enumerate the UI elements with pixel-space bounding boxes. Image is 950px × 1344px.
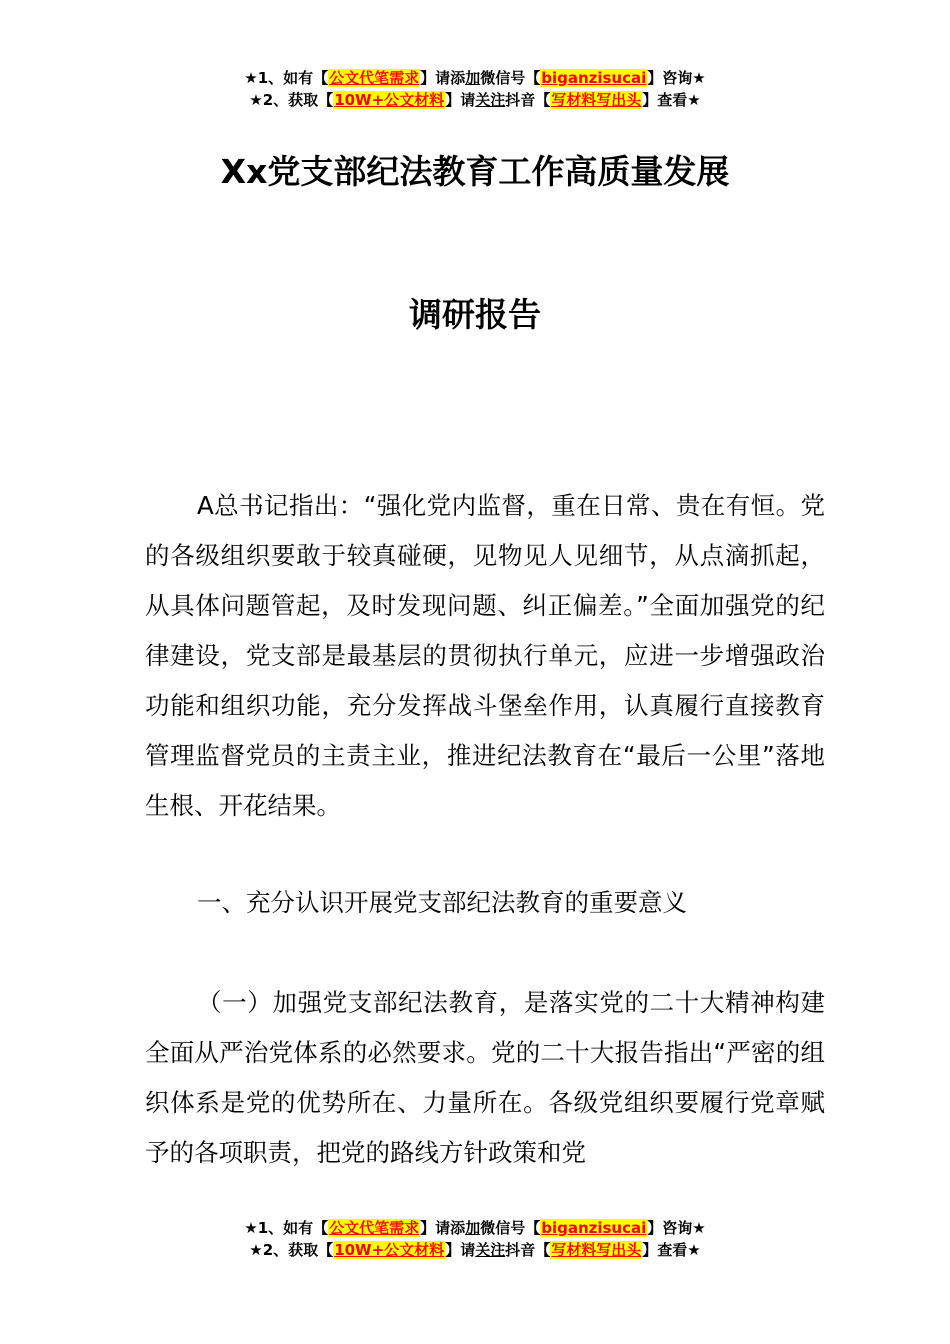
section-heading-1: 一、充分认识开展党支部纪法教育的重要意义 [197,888,687,917]
banner-text: 】咨询★ [647,69,706,87]
banner-line-1 [0,67,950,89]
banner-highlight: biganzisucai [541,1219,647,1237]
banner-text: 抖音【 [505,1241,551,1259]
banner-highlight: 写材料写出头 [551,91,642,109]
banner-line-2 [0,1239,950,1261]
banner-highlight: 10W+公文材料 [334,1241,445,1259]
banner-text: ★2、获取【 [249,1241,334,1259]
document-subtitle: 调研报告 [409,295,541,334]
banner-underlined: 关注 [475,91,506,109]
body-paragraph-2: （一）加强党支部纪法教育，是落实党的二十大精神构建全面从严治党体系的必然要求。党的二十大报告指出“严密的组织体系是党的优势所在、力量所在。各级党组织要履行党章赋予的各项职责，把党的路线方针政策和党 [145,988,825,1167]
banner-underlined: 关注 [475,1241,506,1259]
banner-text: 抖音【 [505,91,551,109]
banner-text: 微信号【 [480,1219,541,1237]
header-banner [0,67,950,111]
banner-line-1 [0,1217,950,1239]
banner-text: ★2、获取【 [249,91,334,109]
banner-text: 】咨询★ [647,1219,706,1237]
banner-underlined: 加 [465,1219,481,1237]
banner-text: 】请添 [420,69,466,87]
banner-text: 】查看★ [642,91,701,109]
banner-text: ★1、如有【 [244,1219,329,1237]
banner-underlined: 加 [465,69,481,87]
banner-text: ★1、如有【 [244,69,329,87]
banner-highlight: 写材料写出头 [551,1241,642,1259]
banner-text: 】请 [445,91,476,109]
banner-line-2 [0,89,950,111]
banner-highlight: biganzisucai [541,69,647,87]
banner-highlight: 公文代笔需求 [329,1219,420,1237]
banner-text: 】查看★ [642,1241,701,1259]
footer-banner [0,1217,950,1261]
banner-text: 微信号【 [480,69,541,87]
banner-highlight: 10W+公文材料 [334,91,445,109]
banner-text: 】请添 [420,1219,466,1237]
body-paragraph-1: A总书记指出：“强化党内监督，重在日常、贵在有恒。党的各级组织要敢于较真碰硬，见物见人见细节，从点滴抓起，从具体问题管起，及时发现问题、纠正偏差。”全面加强党的纪律建设，党支部是最基层的贯彻执行单元，应进一步增强政治功能和组织功能，充分发挥战斗堡垒作用，认真履行直接教育管理监督党员的主责主业，推进纪法教育在“最后一公里”落地生根、开花结果。 [145,491,825,820]
banner-text: 】请 [445,1241,476,1259]
banner-highlight: 公文代笔需求 [329,69,420,87]
document-title: Xx党支部纪法教育工作高质量发展 [220,152,730,191]
